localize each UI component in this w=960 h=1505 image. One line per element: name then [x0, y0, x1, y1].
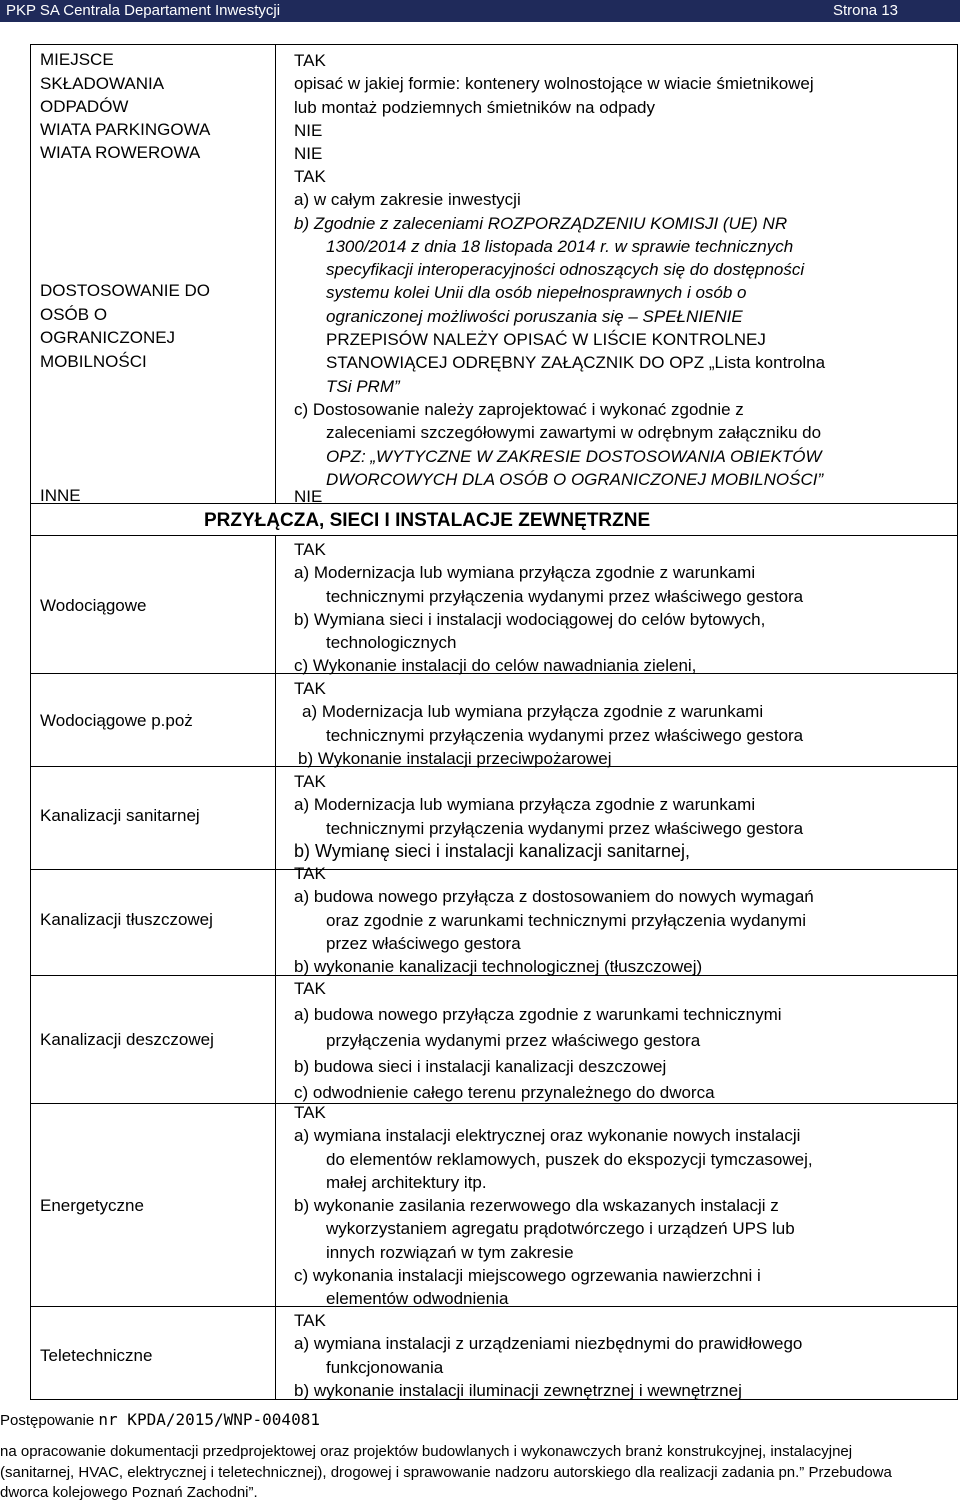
content-line: a) budowa nowego przyłącza z dostosowaniem do nowych wymagań — [294, 887, 814, 907]
header-title: PKP SA Centrala Departament Inwestycji — [6, 2, 281, 19]
requirements-table — [30, 44, 958, 1400]
content-line: a) Modernizacja lub wymiana przyłącza zgodnie z warunkami — [294, 795, 756, 815]
content-line: a) w całym zakresie inwestycji — [294, 190, 521, 210]
utility-label-fire-water: Wodociągowe p.poż — [40, 711, 193, 730]
content-line: b) Wymianę sieci i instalacji kanalizacji sanitarnej, — [294, 840, 690, 861]
sanitary-sewer-content — [294, 770, 803, 863]
content-line: opisać w jakiej formie: kontenery wolnostojące w wiacie śmietnikowej — [294, 74, 814, 94]
footer-line: na opracowanie dokumentacji przedprojektowej oraz projektów budowlanych i wykonawczych branż konstrukcyjnej, instalacyjnej — [0, 1443, 853, 1460]
bike-shelter-value: NIE — [294, 144, 323, 163]
utility-label-power: Energetyczne — [40, 1196, 144, 1215]
procedure-label: Postępowanie — [0, 1412, 95, 1429]
content-line: oraz zgodnie z warunkami technicznymi przyłączenia wydanymi — [326, 910, 806, 930]
content-line: TAK — [294, 1103, 326, 1122]
content-line: TAK — [294, 679, 326, 698]
content-line: TSi PRM” — [326, 376, 400, 396]
content-line: systemu kolei Unii dla osób niepełnosprawnych i osób o — [326, 283, 747, 303]
grease-sewer-content — [294, 862, 814, 978]
storm-sewer-content — [294, 976, 782, 1106]
row-label-accessibility — [40, 279, 210, 373]
content-line: DWORCOWYCH DLA OSÓB O OGRANICZONEJ MOBILNOŚCI” — [326, 469, 824, 489]
content-line: funkcjonowania — [326, 1357, 444, 1377]
page-header — [0, 0, 960, 22]
footer-line: (sanitarnej, HVAC, elektrycznej i teletechnicznej), drogowej i sprawowanie nadzoru autorskiego dla realizacji zadania pn.” Przebudowa — [0, 1463, 892, 1481]
content-line: specyfikacji interoperacyjności odnoszących się do dostępności — [326, 260, 805, 280]
label-line: ODPADÓW — [40, 97, 129, 116]
content-line: c) Wykonanie instalacji do celów nawadniania zieleni, — [294, 656, 697, 676]
other-value: NIE — [294, 487, 323, 506]
content-line: ograniczonej możliwości poruszania się – SPEŁNIENIE — [326, 306, 743, 326]
content-line: technicznymi przyłączenia wydanymi przez właściwego gestora — [326, 725, 804, 745]
content-line: TAK — [294, 1311, 326, 1330]
row-label-bike-shelter: WIATA ROWEROWA — [40, 143, 201, 162]
procedure-line — [0, 1410, 320, 1429]
content-line: zaleceniami szczegółowymi zawartymi w odrębnym załączniku do — [326, 423, 822, 443]
label-line: SKŁADOWANIA — [40, 73, 165, 93]
content-line: b) Wykonanie instalacji przeciwpożarowej — [298, 748, 612, 768]
content-line: TAK — [294, 540, 326, 559]
content-line: b) budowa sieci i instalacji kanalizacji deszczowej — [294, 1057, 667, 1076]
procedure-description — [0, 1442, 892, 1504]
content-line: OPZ: „WYTYCZNE W ZAKRESIE DOSTOSOWANIA OBIEKTÓW — [326, 446, 822, 466]
content-line: a) budowa nowego przyłącza zgodnie z warunkami technicznymi — [294, 1005, 782, 1024]
label-line: OGRANICZONEJ — [40, 328, 176, 347]
content-line: innych rozwiązań w tym zakresie — [326, 1242, 574, 1262]
fire-water-content — [294, 677, 803, 770]
content-line: a) wymiana instalacji elektrycznej oraz wykonanie nowych instalacji — [294, 1126, 801, 1146]
content-line: technicznymi przyłączenia wydanymi przez właściwego gestora — [326, 586, 804, 606]
content-line: wykorzystaniem agregatu prądotwórczego i urządzeń UPS lub — [326, 1219, 795, 1239]
content-line: STANOWIĄCEJ ODRĘBNY ZAŁĄCZNIK DO OPZ „Lista kontrolna — [326, 353, 826, 373]
content-line: c) wykonania instalacji miejscowego ogrzewania nawierzchni i — [294, 1266, 761, 1286]
power-content — [294, 1101, 813, 1311]
row-label-waste-storage — [40, 48, 164, 119]
content-line: b) wykonanie zasilania rezerwowego dla wskazanych instalacji z — [294, 1196, 779, 1216]
utility-label-water: Wodociągowe — [40, 596, 147, 615]
utility-label-sanitary-sewer: Kanalizacji sanitarnej — [40, 806, 200, 825]
content-line: PRZEPISÓW NALEŻY OPISAĆ W LIŚCIE KONTROLNEJ — [326, 330, 766, 350]
content-line: do elementów reklamowych, puszek do ekspozycji tymczasowej, — [326, 1149, 813, 1169]
content-line: TAK — [294, 167, 326, 186]
content-line: 1300/2014 z dnia 18 listopada 2014 r. w sprawie technicznych — [326, 236, 794, 256]
content-line: b) wykonanie instalacji iluminacji zewnętrznej i wewnętrznej — [294, 1380, 742, 1400]
utility-label-grease-sewer: Kanalizacji tłuszczowej — [40, 910, 213, 929]
telecom-content — [294, 1309, 802, 1402]
content-line: c) Dostosowanie należy zaprojektować i wykonać zgodnie z — [294, 399, 744, 419]
content-line: małej architektury itp. — [326, 1172, 487, 1192]
content-line: b) wykonanie kanalizacji technologicznej (tłuszczowej) — [294, 957, 703, 977]
utility-label-telecom: Teletechniczne — [40, 1346, 153, 1365]
content-line: technicznymi przyłączenia wydanymi przez właściwego gestora — [326, 818, 804, 838]
content-line: technologicznych — [326, 633, 457, 653]
content-line: przyłączenia wydanymi przez właściwego gestora — [326, 1031, 701, 1050]
content-line: TAK — [294, 979, 326, 998]
header-page-number: Strona 13 — [832, 2, 898, 19]
content-line: elementów odwodnienia — [326, 1289, 509, 1309]
content-line: TAK — [294, 772, 326, 791]
water-content — [294, 538, 803, 678]
row-label-parking-shelter: WIATA PARKINGOWA — [40, 120, 211, 139]
content-line: a) Modernizacja lub wymiana przyłącza zgodnie z warunkami — [302, 702, 764, 722]
utility-label-storm-sewer: Kanalizacji deszczowej — [40, 1030, 214, 1049]
section-heading: PRZYŁĄCZA, SIECI I INSTALACJE ZEWNĘTRZNE — [204, 510, 651, 531]
content-line: TAK — [294, 51, 326, 70]
content-line: a) Modernizacja lub wymiana przyłącza zgodnie z warunkami — [294, 563, 756, 583]
label-line: MOBILNOŚCI — [40, 351, 147, 371]
label-line: DOSTOSOWANIE DO — [40, 281, 211, 300]
footer-line: dworca kolejowego Poznań Zachodni”. — [0, 1484, 258, 1501]
content-line: lub montaż podziemnych śmietników na odpady — [294, 97, 655, 117]
content-line: b) Zgodnie z zaleceniami ROZPORZĄDZENIU KOMISJI (UE) NR — [294, 213, 788, 233]
label-line: MIEJSCE — [40, 50, 114, 69]
content-line: TAK — [294, 864, 326, 883]
content-line: b) Wymiana sieci i instalacji wodociągowej do celów bytowych, — [294, 609, 766, 629]
content-line: a) wymiana instalacji z urządzeniami niezbędnymi do prawidłowego — [294, 1334, 803, 1354]
row-label-other: INNE — [40, 486, 81, 505]
parking-shelter-value: NIE — [294, 121, 323, 140]
label-line: OSÓB O — [40, 304, 108, 324]
procedure-number: nr KPDA/2015/WNP-004081 — [98, 1410, 320, 1429]
content-line: przez właściwego gestora — [326, 933, 521, 953]
waste-storage-content — [294, 49, 814, 119]
accessibility-content — [294, 165, 825, 491]
content-line: c) odwodnienie całego terenu przynależnego do dworca — [294, 1083, 715, 1102]
